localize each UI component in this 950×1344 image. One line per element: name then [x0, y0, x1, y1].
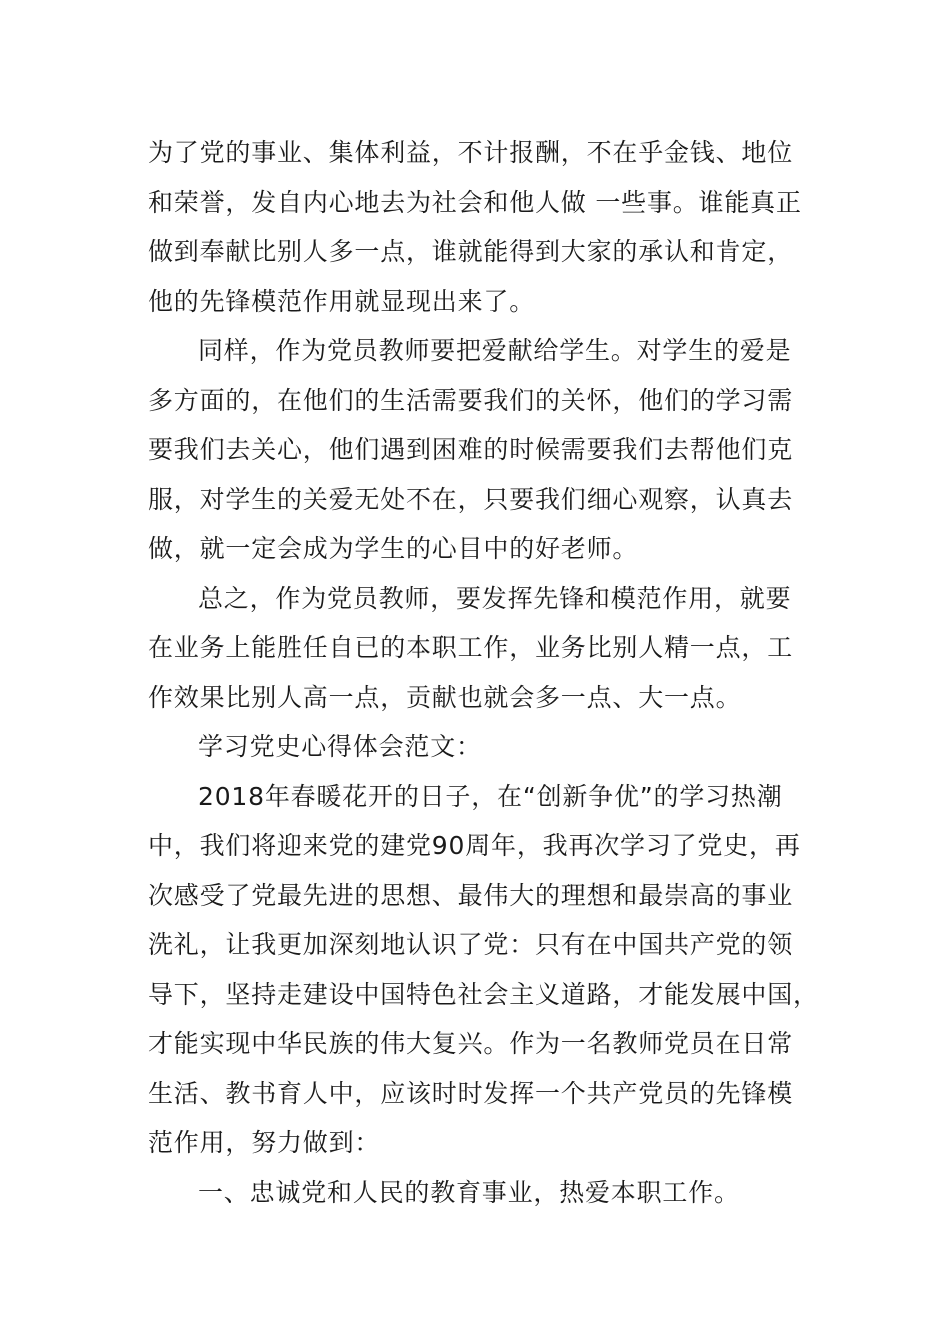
text-line: 生活、教书育人中，应该时时发挥一个共产党员的先锋模	[148, 1078, 794, 1108]
text-line: 导下，坚持走建设中国特色社会主义道路，才能发展中国，	[148, 979, 819, 1009]
text-line: 做到奉献比别人多一点，谁就能得到大家的承认和肯定，	[148, 237, 794, 266]
text-line: 在业务上能胜任自已的本职工作，业务比别人精一点，工	[148, 633, 794, 662]
list-item: 一、忠诚党和人民的教育事业，热爱本职工作。	[198, 1177, 740, 1207]
text-line: 中，我们将迎来党的建党90周年，我再次学习了党史，再	[148, 831, 801, 860]
text-line: 范作用，努力做到：	[148, 1128, 381, 1157]
text-line: 要我们去关心，他们遇到困难的时候需要我们去帮他们克	[148, 435, 794, 464]
section-heading: 学习党史心得体会范文：	[198, 732, 482, 761]
text-line: 做，就一定会成为学生的心目中的好老师。	[148, 534, 639, 563]
text-line: 总之，作为党员教师，要发挥先锋和模范作用，就要	[198, 583, 792, 613]
text-line: 次感受了党最先进的思想、最伟大的理想和最崇高的事业	[148, 880, 794, 910]
text-line: 才能实现中华民族的伟大复兴。作为一名教师党员在日常	[148, 1029, 794, 1058]
text-line: 同样，作为党员教师要把爱献给学生。对学生的爱是	[198, 336, 792, 365]
text-line: 2018年春暖花开的日子，在“创新争优”的学习热潮	[198, 781, 783, 811]
text-line: 他的先锋模范作用就显现出来了。	[148, 286, 536, 316]
text-line: 作效果比别人高一点，贡献也就会多一点、大一点。	[148, 682, 742, 712]
text-line: 洗礼，让我更加深刻地认识了党：只有在中国共产党的领	[148, 930, 794, 959]
text-line: 多方面的，在他们的生活需要我们的关怀，他们的学习需	[148, 385, 794, 415]
document-body	[148, 128, 819, 1217]
text-line: 为了党的事业、集体利益，不计报酬，不在乎金钱、地位	[148, 138, 794, 167]
text-line: 服，对学生的关爱无处不在，只要我们细心观察，认真去	[148, 484, 794, 514]
text-line: 和荣誉，发自内心地去为社会和他人做 一些事。谁能真正	[148, 187, 802, 217]
